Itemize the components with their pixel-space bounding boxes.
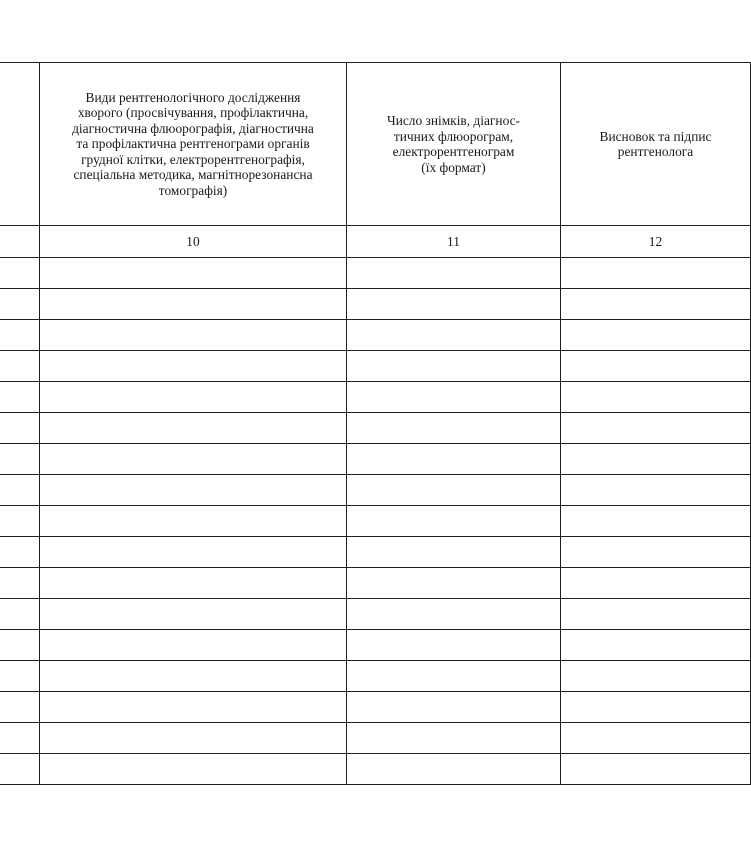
empty-cell — [347, 754, 561, 785]
empty-cell — [347, 661, 561, 692]
empty-cell — [40, 568, 347, 599]
table-row — [0, 630, 751, 661]
header-cell-examination-types — [40, 63, 347, 226]
empty-cell — [347, 289, 561, 320]
table-row — [0, 289, 751, 320]
table-row — [0, 692, 751, 723]
empty-cell — [347, 413, 561, 444]
empty-cell — [561, 723, 751, 754]
empty-cell — [0, 444, 40, 475]
table-row — [0, 475, 751, 506]
empty-cell — [0, 599, 40, 630]
header-line: та профілактична рентгенограми органів — [76, 136, 310, 152]
empty-cell — [40, 630, 347, 661]
column-number-row — [0, 226, 751, 258]
empty-cell — [347, 568, 561, 599]
header-line: томографія) — [158, 182, 228, 198]
table-row — [0, 661, 751, 692]
empty-cell — [561, 692, 751, 723]
empty-cell — [347, 630, 561, 661]
header-line: Види рентгенологічного дослідження — [85, 89, 301, 105]
table-row — [0, 568, 751, 599]
empty-cell — [561, 568, 751, 599]
table-row — [0, 599, 751, 630]
empty-cell — [0, 320, 40, 351]
empty-cell — [347, 351, 561, 382]
empty-cell — [0, 289, 40, 320]
header-line: грудної клітки, електрорентгенографія, — [81, 151, 305, 167]
empty-cell — [561, 351, 751, 382]
header-line: тичних флюорограм, — [393, 128, 514, 144]
empty-cell — [0, 754, 40, 785]
empty-cell — [40, 289, 347, 320]
table-row — [0, 444, 751, 475]
empty-cell — [561, 289, 751, 320]
empty-cell — [40, 413, 347, 444]
empty-cell — [561, 320, 751, 351]
table-row — [0, 506, 751, 537]
empty-cell — [347, 692, 561, 723]
xray-register-table — [0, 62, 751, 785]
header-line: хворого (просвічування, профілактична, — [77, 105, 309, 121]
table-row — [0, 258, 751, 289]
header-line: (їх формат) — [421, 159, 486, 175]
empty-cell — [0, 382, 40, 413]
empty-cell — [347, 382, 561, 413]
empty-cell — [40, 258, 347, 289]
empty-cell — [347, 475, 561, 506]
header-line: рентгенолога — [617, 144, 694, 159]
column-number-12: 12 — [561, 226, 751, 258]
empty-cell — [40, 382, 347, 413]
table-row — [0, 382, 751, 413]
empty-cell — [0, 568, 40, 599]
empty-cell — [347, 320, 561, 351]
empty-cell — [347, 444, 561, 475]
table-row — [0, 723, 751, 754]
empty-cell — [40, 475, 347, 506]
empty-cell — [0, 413, 40, 444]
empty-cell — [561, 630, 751, 661]
empty-cell — [0, 723, 40, 754]
table-row — [0, 351, 751, 382]
empty-cell — [0, 537, 40, 568]
table-row — [0, 413, 751, 444]
empty-cell — [40, 723, 347, 754]
empty-cell — [40, 754, 347, 785]
empty-cell — [40, 320, 347, 351]
empty-cell — [561, 475, 751, 506]
empty-cell — [561, 444, 751, 475]
empty-cell — [0, 692, 40, 723]
header-cell-prev — [0, 63, 40, 226]
empty-cell — [347, 537, 561, 568]
header-line: Число знімків, діагнос- — [387, 113, 520, 128]
empty-cell — [0, 506, 40, 537]
empty-cell — [0, 351, 40, 382]
column-number-10: 10 — [40, 226, 347, 258]
empty-cell — [347, 258, 561, 289]
empty-cell — [561, 537, 751, 568]
empty-cell — [347, 506, 561, 537]
header-row — [0, 63, 751, 226]
empty-cell — [347, 599, 561, 630]
empty-cell — [561, 754, 751, 785]
empty-cell — [561, 258, 751, 289]
empty-cell — [561, 661, 751, 692]
empty-cell — [40, 537, 347, 568]
empty-cell — [40, 661, 347, 692]
empty-cell — [561, 382, 751, 413]
empty-cell — [40, 351, 347, 382]
header-line: електрорентгенограм — [392, 144, 515, 159]
empty-cell — [0, 258, 40, 289]
empty-cell — [561, 506, 751, 537]
empty-cell — [561, 599, 751, 630]
empty-cell — [0, 661, 40, 692]
empty-cell — [0, 630, 40, 661]
column-number-prev — [0, 226, 40, 258]
header-line: діагностична флюорографія, діагностична — [72, 120, 314, 136]
table-body — [0, 258, 751, 785]
empty-cell — [40, 692, 347, 723]
empty-cell — [40, 506, 347, 537]
table-row — [0, 320, 751, 351]
header-cell-conclusion-signature — [561, 63, 751, 226]
empty-cell — [40, 444, 347, 475]
header-line: спеціальна методика, магнітнорезонансна — [73, 167, 313, 183]
empty-cell — [40, 599, 347, 630]
header-line: Висновок та підпис — [599, 128, 712, 144]
empty-cell — [561, 413, 751, 444]
table-row — [0, 754, 751, 785]
table-row — [0, 537, 751, 568]
empty-cell — [0, 475, 40, 506]
empty-cell — [347, 723, 561, 754]
column-number-11: 11 — [347, 226, 561, 258]
header-cell-image-count — [347, 63, 561, 226]
